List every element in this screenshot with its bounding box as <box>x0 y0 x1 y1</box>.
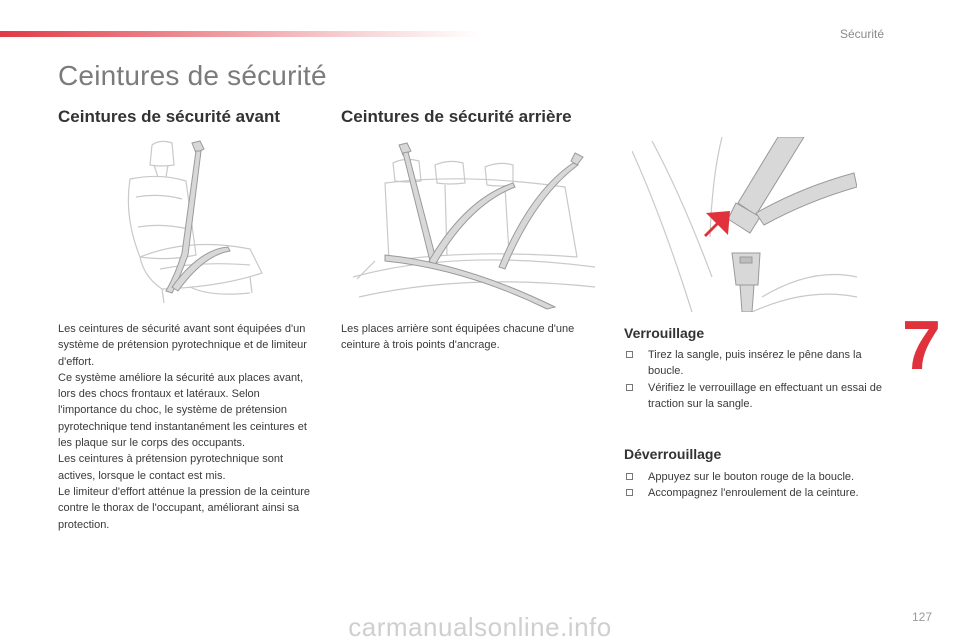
unlocking-list <box>624 469 892 502</box>
chapter-number: 7 <box>902 306 941 384</box>
list-item <box>624 380 892 413</box>
list-item <box>624 469 892 485</box>
buckle-illustration <box>632 137 857 312</box>
locking-list <box>624 347 892 412</box>
rear-seat-illustration <box>345 137 595 312</box>
front-paragraph: Ce système améliore la sécurité aux places avant, lors des chocs frontaux et latéraux. Selon l'importance du choc, le système de prétension pyrotechnique tend instantanément les ceintures et les plaque sur le corps des occupants. <box>58 371 307 450</box>
rear-belts-heading: Ceintures de sécurité arrière <box>341 107 572 126</box>
list-item-text: Appuyez sur le bouton rouge de la boucle. <box>648 471 855 483</box>
locking-heading: Verrouillage <box>624 325 705 341</box>
unlocking-heading: Déverrouillage <box>624 446 722 462</box>
list-item-text: Accompagnez l'enroulement de la ceinture. <box>648 487 859 500</box>
list-item <box>624 485 892 501</box>
section-name: Sécurité <box>839 27 884 41</box>
front-belts-heading: Ceintures de sécurité avant <box>58 107 281 126</box>
list-item-text: Tirez la sangle, puis insérez le pêne dans la boucle. <box>648 349 862 378</box>
checkbox-bullet-icon <box>626 351 633 358</box>
page-title: Ceintures de sécurité <box>58 60 327 91</box>
list-item-text: Vérifiez le verrouillage en effectuant un essai de traction sur la sangle. <box>648 381 882 410</box>
checkbox-bullet-icon <box>626 489 633 496</box>
front-seat-illustration <box>100 137 280 307</box>
watermark: carmanualsonline.info <box>348 612 612 640</box>
front-paragraph: Les ceintures de sécurité avant sont équipées d'un système de prétension pyrotechnique et de limiteur d'effort. <box>58 323 307 368</box>
front-paragraph: Les ceintures à prétension pyrotechnique sont actives, lorsque le contact est mis. <box>58 453 284 482</box>
checkbox-bullet-icon <box>626 473 633 480</box>
checkbox-bullet-icon <box>626 384 633 391</box>
front-paragraph: Le limiteur d'effort atténue la pression de la ceinture contre le thorax de l'occupant, améliorant ainsi sa protection. <box>58 485 310 531</box>
page-number: 127 <box>911 610 932 624</box>
list-item <box>624 347 892 380</box>
push-arrow-icon <box>704 211 730 237</box>
header-accent-bar <box>0 31 480 37</box>
front-belts-text <box>58 321 318 533</box>
rear-belts-text: Les places arrière sont équipées chacune d'une ceinture à trois points d'ancrage. <box>341 323 575 352</box>
